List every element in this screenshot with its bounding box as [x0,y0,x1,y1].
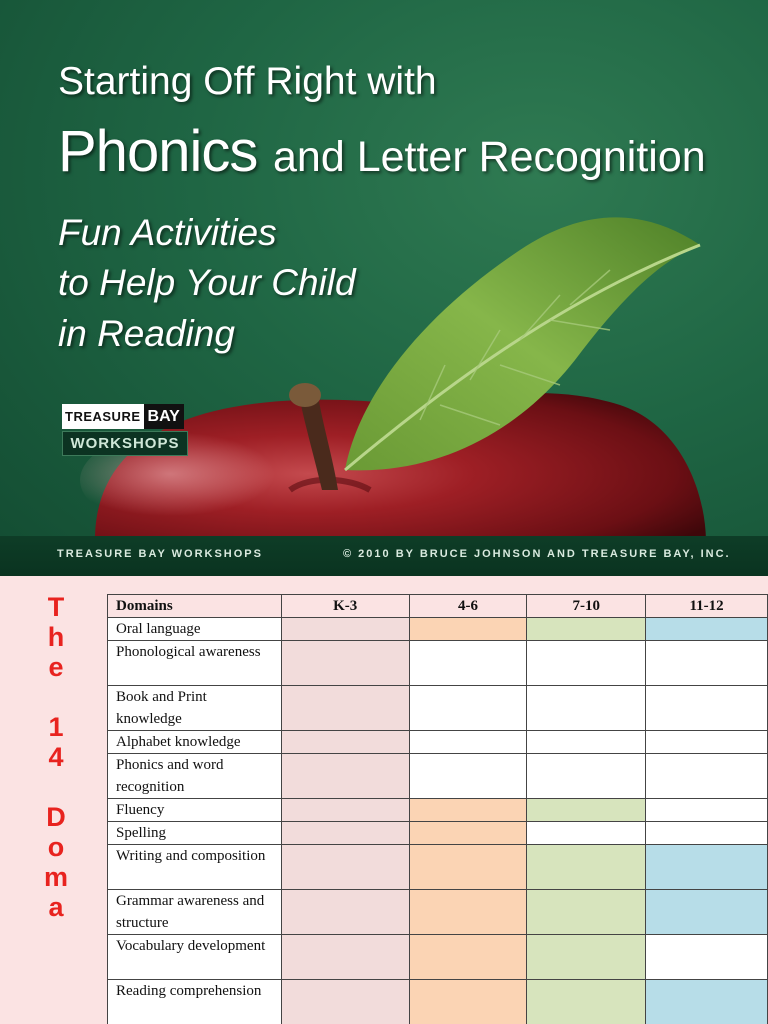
title-emphasis: Phonics [58,119,258,184]
logo-workshops-text: WORKSHOPS [62,431,188,456]
grade-band-cell [409,641,527,686]
domains-table [107,594,768,1024]
grade-band-cell [527,731,646,754]
grade-band-cell [527,754,646,799]
table-row [108,731,768,754]
title-letter: m [43,862,68,892]
header-11-12: 11-12 [646,595,768,618]
grade-band-cell [281,935,409,980]
title-letter: 1 [48,712,64,742]
grade-band-cell [527,822,646,845]
title-letter: D [46,802,66,832]
grade-band-cell [646,754,768,799]
table-row [108,686,768,731]
grade-band-cell [646,822,768,845]
table-row [108,935,768,980]
grade-band-cell [646,980,768,1024]
table-row [108,980,768,1024]
grade-band-cell [646,890,768,935]
grade-band-cell [409,980,527,1024]
grade-band-cell [527,935,646,980]
domain-name-cell: Grammar awareness and structure [108,890,282,935]
treasure-bay-logo [62,404,190,456]
grade-band-cell [646,618,768,641]
table-row [108,754,768,799]
grade-band-cell [281,822,409,845]
table-body [108,618,768,1024]
title-line-1: Starting Off Right with [58,60,437,103]
domains-slide [0,576,768,1024]
grade-band-cell [527,799,646,822]
header-k-3: K-3 [281,595,409,618]
table-row [108,799,768,822]
grade-band-cell [281,618,409,641]
grade-band-cell [527,641,646,686]
title-letter: T [47,592,65,622]
domain-name-cell: Vocabulary development [108,935,282,980]
title-gap [36,682,76,712]
logo-bay-text: BAY [144,404,184,429]
domain-name-cell: Phonics and word recognition [108,754,282,799]
footer-copyright: © 2010 BY BRUCE JOHNSON AND TREASURE BAY, INC. [343,548,731,560]
subtitle-line-3: in Reading [58,313,235,354]
grade-band-cell [281,890,409,935]
title-line-2-rest: and Letter Recognition [273,133,706,181]
grade-band-cell [409,822,527,845]
grade-band-cell [281,686,409,731]
grade-band-cell [527,980,646,1024]
grade-band-cell [281,845,409,890]
header-4-6: 4-6 [409,595,527,618]
table-row [108,890,768,935]
title-letter: h [47,622,65,652]
grade-band-cell [409,686,527,731]
title-letter: o [47,832,65,862]
grade-band-cell [646,935,768,980]
domain-name-cell: Phonological awareness [108,641,282,686]
grade-band-cell [281,799,409,822]
table-row [108,845,768,890]
grade-band-cell [646,641,768,686]
subtitle-line-2: to Help Your Child [58,262,356,303]
table-row [108,618,768,641]
domain-name-cell: Oral language [108,618,282,641]
grade-band-cell [281,754,409,799]
table-row [108,822,768,845]
domain-name-cell: Writing and composition [108,845,282,890]
logo-top-row [62,404,184,429]
footer-publisher: TREASURE BAY WORKSHOPS [57,548,263,560]
grade-band-cell [409,935,527,980]
domain-name-cell: Fluency [108,799,282,822]
grade-band-cell [409,890,527,935]
table-row [108,641,768,686]
table-header-row [108,595,768,618]
grade-band-cell [409,845,527,890]
vertical-slide-title [36,592,76,922]
grade-band-cell [409,754,527,799]
grade-band-cell [281,641,409,686]
grade-band-cell [646,731,768,754]
grade-band-cell [646,686,768,731]
grade-band-cell [527,890,646,935]
grade-band-cell [527,845,646,890]
grade-band-cell [646,799,768,822]
grade-band-cell [409,618,527,641]
title-letter: e [48,652,64,682]
logo-treasure-text: TREASURE [62,404,144,429]
grade-band-cell [527,686,646,731]
grade-band-cell [281,731,409,754]
grade-band-cell [409,799,527,822]
grade-band-cell [646,845,768,890]
cover-footer [0,536,768,576]
grade-band-cell [281,980,409,1024]
grade-band-cell [527,618,646,641]
domain-name-cell: Alphabet knowledge [108,731,282,754]
title-letter: a [48,892,64,922]
title-gap [36,772,76,802]
header-domains: Domains [108,595,282,618]
title-letter: 4 [48,742,64,772]
domain-name-cell: Spelling [108,822,282,845]
domain-name-cell: Reading comprehension [108,980,282,1024]
subtitle-line-1: Fun Activities [58,212,277,253]
domain-name-cell: Book and Print knowledge [108,686,282,731]
header-7-10: 7-10 [527,595,646,618]
grade-band-cell [409,731,527,754]
